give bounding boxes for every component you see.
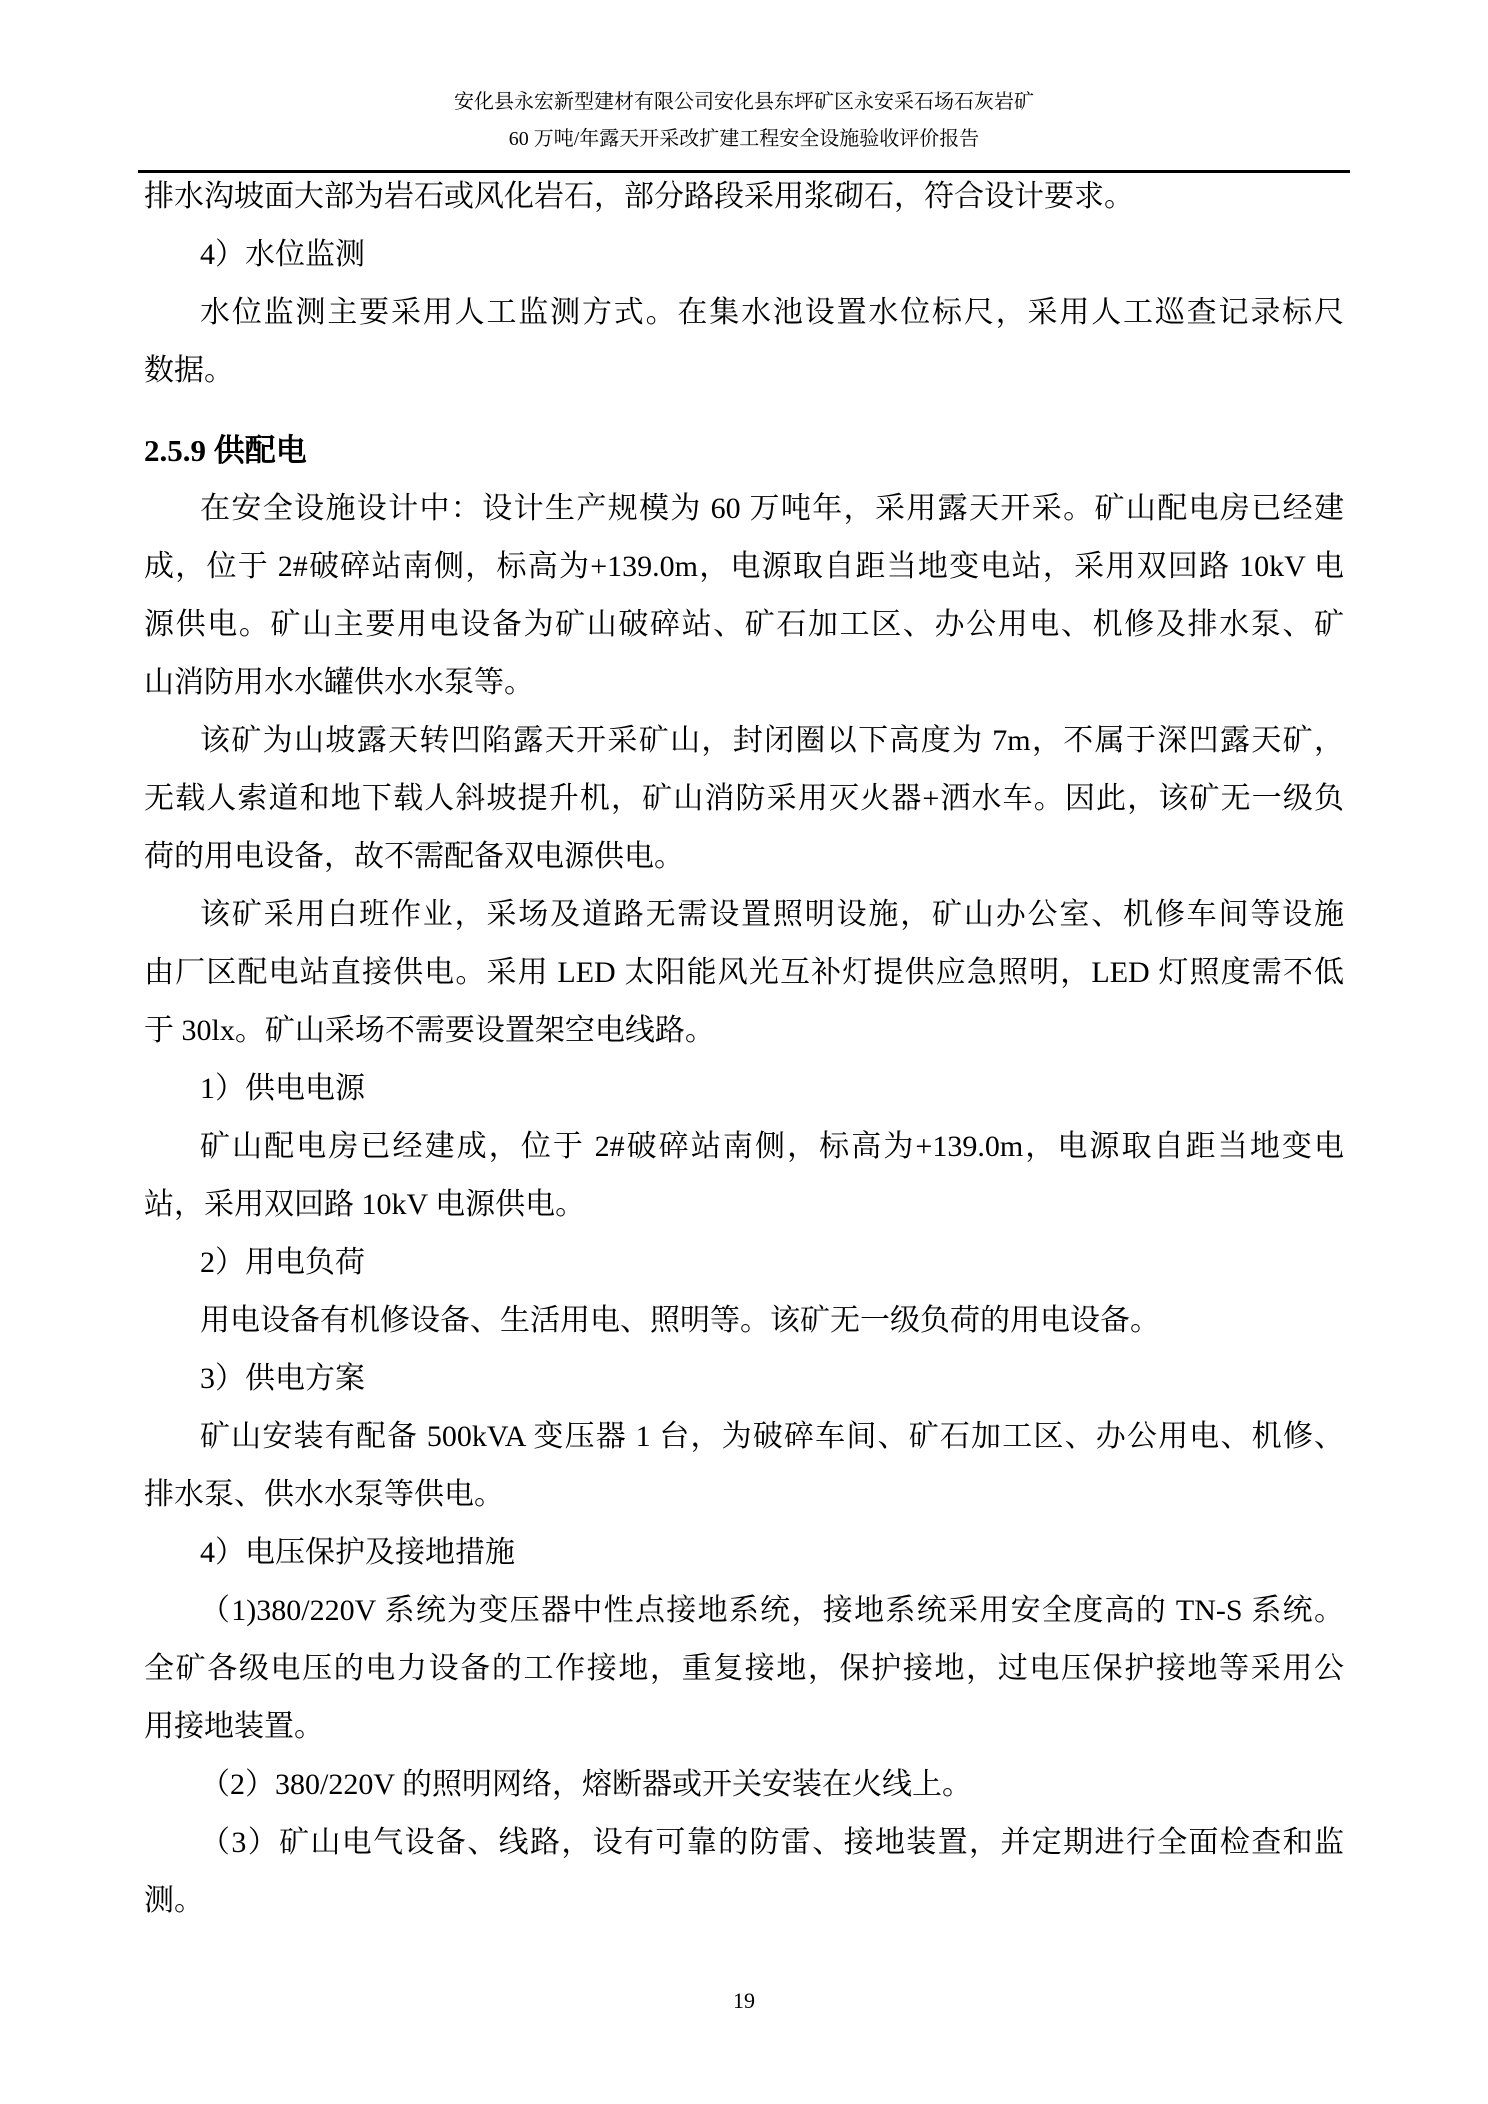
- text-line: 站，采用双回路 10kV 电源供电。: [144, 1188, 586, 1221]
- text-line: 水位监测主要采用人工监测方式。在集水池设置水位标尺，采用人工巡查记录标尺: [200, 296, 1344, 329]
- text-line: 该矿为山坡露天转凹陷露天开采矿山，封闭圈以下高度为 7m，不属于深凹露天矿，: [200, 724, 1344, 757]
- text-line: 该矿采用白班作业，采场及道路无需设置照明设施，矿山办公室、机修车间等设施: [200, 898, 1344, 931]
- text-line: （3）矿山电气设备、线路，设有可靠的防雷、接地装置，并定期进行全面检查和监: [200, 1826, 1344, 1859]
- text-line: 源供电。矿山主要用电设备为矿山破碎站、矿石加工区、办公用电、机修及排水泵、矿: [144, 608, 1344, 641]
- text-line: 1）供电电源: [200, 1072, 365, 1105]
- text-line: 4）电压保护及接地措施: [200, 1536, 515, 1569]
- text-line: 数据。: [144, 354, 234, 387]
- page-footer: [144, 1988, 1344, 2014]
- text-line: （2）380/220V 的照明网络，熔断器或开关安装在火线上。: [200, 1768, 972, 1801]
- text-line: （1)380/220V 系统为变压器中性点接地系统，接地系统采用安全度高的 TN-S 系统。: [200, 1594, 1344, 1627]
- text-line: 全矿各级电压的电力设备的工作接地，重复接地，保护接地，过电压保护接地等采用公: [144, 1652, 1344, 1685]
- header-report-line: 60 万吨/年露天开采改扩建工程安全设施验收评价报告: [508, 128, 980, 150]
- text-line: 由厂区配电站直接供电。采用 LED 太阳能风光互补灯提供应急照明，LED 灯照度需不低: [144, 956, 1344, 989]
- text-line: 用接地装置。: [144, 1710, 324, 1743]
- text-line: 无载人索道和地下载人斜坡提升机，矿山消防采用灭火器+洒水车。因此，该矿无一级负: [144, 782, 1344, 815]
- text-line: 测。: [144, 1884, 204, 1917]
- text-line: 用电设备有机修设备、生活用电、照明等。该矿无一级负荷的用电设备。: [200, 1304, 1160, 1337]
- text-line: 荷的用电设备，故不需配备双电源供电。: [144, 840, 684, 873]
- section-heading: 2.5.9 供配电: [144, 433, 307, 468]
- page-header: [144, 84, 1344, 158]
- document-body: [144, 168, 1344, 1930]
- text-line: 于 30lx。矿山采场不需要设置架空电线路。: [144, 1014, 715, 1047]
- header-company-line: 安化县永宏新型建材有限公司安化县东坪矿区永安采石场石灰岩矿: [454, 91, 1034, 113]
- text-line: 成，位于 2#破碎站南侧，标高为+139.0m，电源取自距当地变电站，采用双回路 10kV 电: [144, 550, 1344, 583]
- text-line: 4）水位监测: [200, 238, 365, 271]
- text-line: 在安全设施设计中：设计生产规模为 60 万吨年，采用露天开采。矿山配电房已经建: [200, 492, 1344, 525]
- text-line: 矿山安装有配备 500kVA 变压器 1 台，为破碎车间、矿石加工区、办公用电、机修、: [200, 1420, 1344, 1453]
- text-line: 排水沟坡面大部为岩石或风化岩石，部分路段采用浆砌石，符合设计要求。: [144, 180, 1134, 213]
- page-number: 19: [733, 1988, 755, 2013]
- text-line: 2）用电负荷: [200, 1246, 365, 1279]
- text-line: 3）供电方案: [200, 1362, 365, 1395]
- text-line: 矿山配电房已经建成，位于 2#破碎站南侧，标高为+139.0m，电源取自距当地变电: [200, 1130, 1344, 1163]
- text-line: 排水泵、供水水泵等供电。: [144, 1478, 504, 1511]
- text-line: 山消防用水水罐供水水泵等。: [144, 666, 534, 699]
